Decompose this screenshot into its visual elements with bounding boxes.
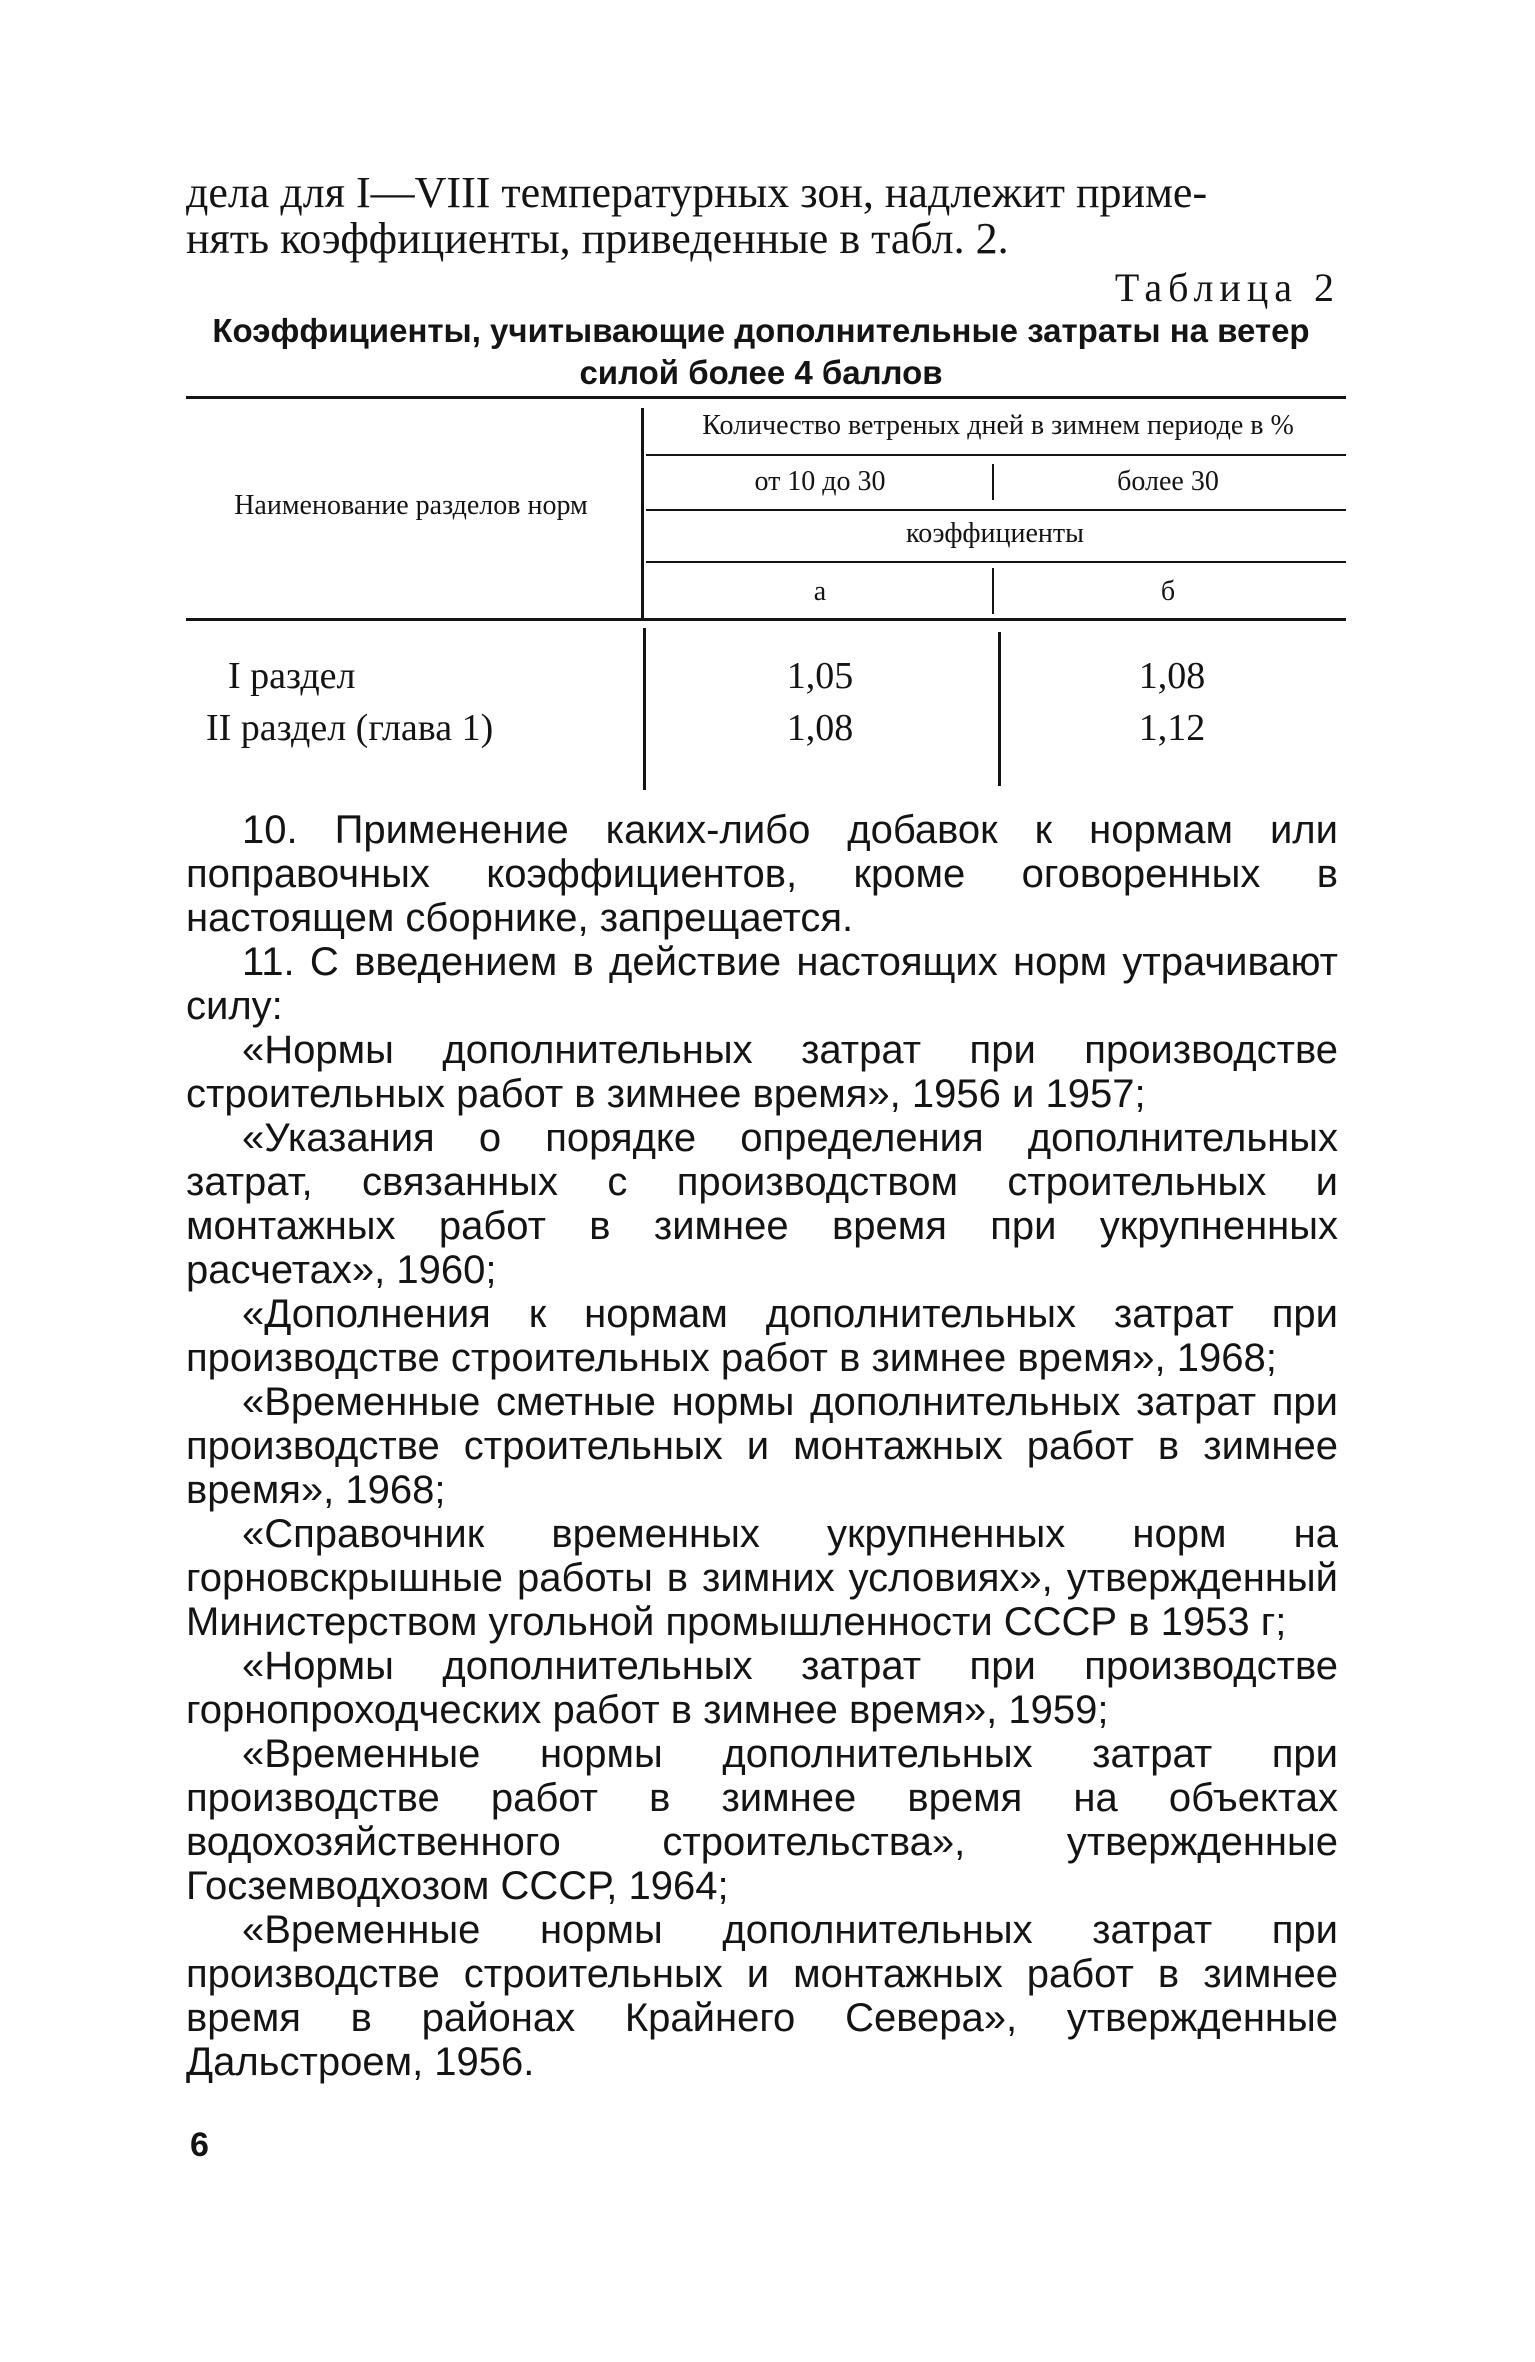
header-range-rule [646,509,1346,511]
row-2-b: 1,12 [1138,707,1206,749]
name-column-divider-header [641,408,644,618]
table-caption-line-2: силой более 4 баллов [579,354,943,391]
list-item: «Нормы дополнительных затрат при производстве горнопроходческих работ в зимнее время», 1959; [186,1644,1338,1732]
list-item: «Указания о порядке определения дополнительных затрат, связанных с производством строительных и монтажных работ в зимнее время при укрупненных расчетах», 1960; [186,1116,1338,1292]
coefficients-table [186,396,1346,796]
table-top-rule [186,396,1346,399]
header-coef-rule [646,561,1346,563]
header-group: Количество ветреных дней в зимнем периоде в % [702,410,1294,441]
header-range-1: от 10 до 30 [754,466,886,497]
table-caption-line-1: Коэффициенты, учитывающие дополнительные затраты на ветер [212,312,1310,349]
list-item: «Временные нормы дополнительных затрат при производстве работ в зимнее время на объектах водохозяйственного строительства», утвержденные Госземводхозом СССР, 1964; [186,1732,1338,1908]
row-2-name: II раздел (глава 1) [206,707,494,749]
header-coef: коэффициенты [906,518,1084,549]
header-group-rule [646,454,1346,456]
page-number: 6 [190,2126,209,2164]
list-item: «Дополнения к нормам дополнительных затрат при производстве строительных работ в зимнее время», 1968; [186,1292,1338,1380]
paragraph-10: 10. Применение каких-либо добавок к нормам или поправочных коэффициентов, кроме оговоренных в настоящем сборнике, запрещается. [186,808,1338,940]
table-label: Таблица 2 [1114,265,1340,310]
intro-line-1: дела для I—VIII температурных зон, надлежит приме- [186,168,1208,217]
ab-divider [992,568,994,614]
intro-line-2: нять коэффициенты, приведенные в табл. 2. [186,214,1009,263]
body-text [186,808,1338,2084]
list-item: «Временные сметные нормы дополнительных затрат при производстве строительных и монтажных работ в зимнее время», 1968; [186,1380,1338,1512]
header-b: б [1160,576,1176,607]
header-range-2: более 30 [1117,466,1219,497]
name-column-divider-body [643,628,646,790]
header-a: а [813,576,827,607]
row-1-name: I раздел [228,655,356,697]
intro-text [186,170,1306,262]
row-1-a: 1,05 [786,655,854,697]
row-2-a: 1,08 [786,707,854,749]
ab-column-divider-body [998,632,1001,786]
list-item: «Временные нормы дополнительных затрат при производстве строительных и монтажных работ в зимнее время в районах Крайнего Севера», утвержденные Дальстроем, 1956. [186,1908,1338,2084]
paragraph-11: 11. С введением в действие настоящих норм утрачивают силу: [186,940,1338,1028]
header-bottom-rule [186,618,1346,621]
header-name: Наименование разделов норм [234,490,588,521]
list-item: «Нормы дополнительных затрат при производстве строительных работ в зимнее время», 1956 и 1957; [186,1028,1338,1116]
list-item: «Справочник временных укрупненных норм на горновскрышные работы в зимних условиях», утвержденный Министерством угольной промышленности СССР в 1953 г; [186,1512,1338,1644]
row-1-b: 1,08 [1138,655,1206,697]
table-caption [186,310,1336,394]
range-divider [992,464,994,500]
